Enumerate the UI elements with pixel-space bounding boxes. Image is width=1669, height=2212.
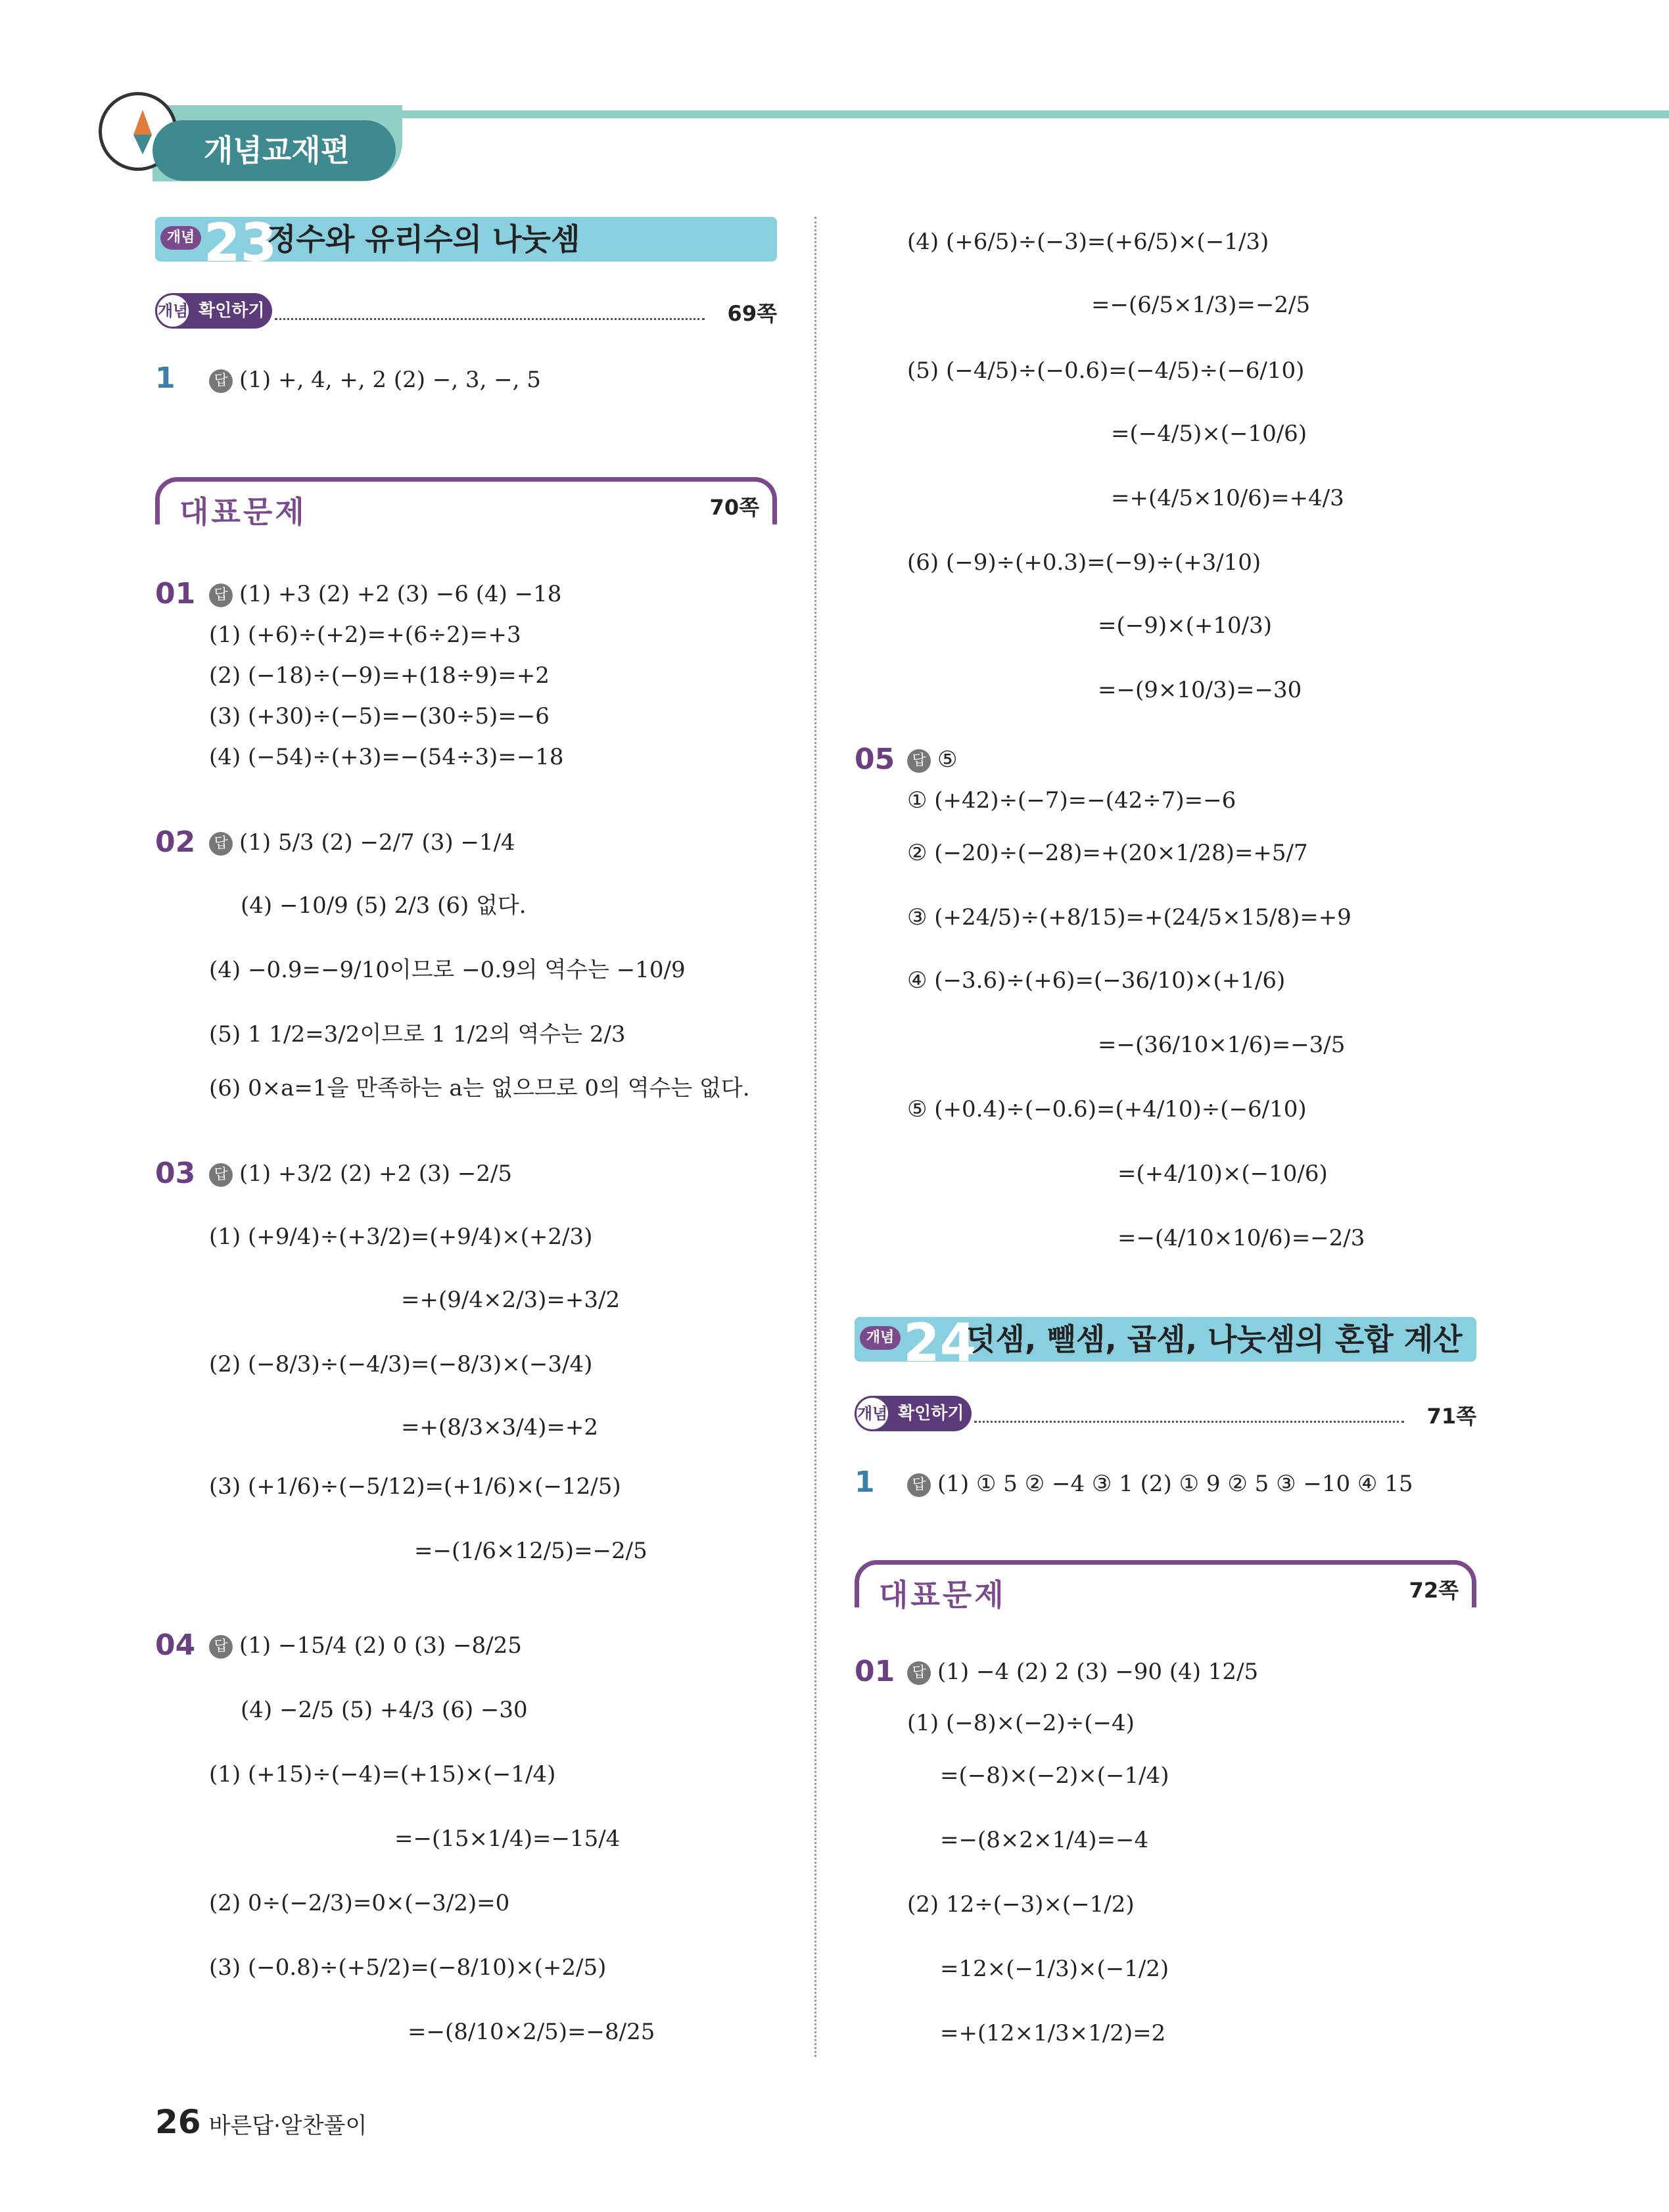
problem-number: 01 — [855, 1655, 895, 1688]
section-tag: 개념 — [160, 226, 201, 250]
solution-line: =+(4/5×10/6)=+4/3 — [1111, 485, 1344, 511]
problem-number: 03 — [155, 1157, 196, 1190]
header-rule — [394, 110, 1669, 118]
answer-line — [907, 1656, 1258, 1688]
solution-line: (2) 0÷(−2/3)=0×(−3/2)=0 — [209, 1890, 510, 1916]
solution-line: =12×(−1/3)×(−1/2) — [940, 1956, 1169, 1982]
answer-mark-icon: 답 — [209, 584, 233, 607]
solution-line: (3) (+30)÷(−5)=−(30÷5)=−6 — [209, 703, 550, 729]
answer-mark-icon: 답 — [209, 1635, 233, 1659]
solution-line: =(−4/5)×(−10/6) — [1111, 421, 1307, 447]
section-number: 24 — [903, 1312, 977, 1373]
answer-text: (1) −15/4 (2) 0 (3) −8/25 — [239, 1632, 522, 1659]
solution-line: =+(9/4×2/3)=+3/2 — [401, 1287, 621, 1313]
solution-line: (6) (−9)÷(+0.3)=(−9)÷(+3/10) — [907, 549, 1261, 576]
check-item-text: (1) +, 4, +, 2 (2) −, 3, −, 5 — [239, 367, 541, 393]
solution-line: =−(36/10×1/6)=−3/5 — [1098, 1032, 1346, 1058]
rep-page: 70쪽 — [709, 495, 759, 520]
solution-line: (5) 1 1/2=3/2이므로 1 1/2의 역수는 2/3 — [209, 1021, 626, 1048]
solution-line: =+(8/3×3/4)=+2 — [401, 1414, 599, 1440]
section-tag: 개념 — [860, 1326, 901, 1350]
column-divider — [814, 217, 816, 2057]
answer-line — [209, 578, 561, 610]
check-page: 69쪽 — [727, 301, 777, 326]
problem-number: 04 — [155, 1628, 196, 1662]
answer-text: (1) 5/3 (2) −2/7 (3) −1/4 — [239, 829, 515, 856]
page-number: 26 — [155, 2103, 201, 2141]
section-number: 23 — [204, 212, 277, 273]
answer-text: ⑤ — [937, 747, 958, 773]
solution-line: (2) (−8/3)÷(−4/3)=(−8/3)×(−3/4) — [209, 1351, 593, 1377]
answer-mark-icon: 답 — [907, 749, 931, 773]
solution-line: (2) 12÷(−3)×(−1/2) — [907, 1891, 1135, 1918]
footer-label: 바른답·알찬풀이 — [208, 2113, 367, 2139]
check-label: 확인하기 — [199, 301, 265, 321]
solution-line: ⑤ (+0.4)÷(−0.6)=(+4/10)÷(−6/10) — [907, 1096, 1307, 1122]
solution-line: (6) 0×a=1을 만족하는 a는 없으므로 0의 역수는 없다. — [209, 1075, 750, 1101]
check-row — [855, 1396, 1476, 1434]
answer-line: (4) −2/5 (5) +4/3 (6) −30 — [241, 1697, 528, 1723]
solution-line: =(−8)×(−2)×(−1/4) — [940, 1763, 1169, 1789]
section-title: 덧셈, 뺄셈, 곱셈, 나눗셈의 혼합 계산 — [966, 1322, 1463, 1357]
solution-line: =+(12×1/3×1/2)=2 — [940, 2020, 1166, 2046]
solution-line: (3) (−0.8)÷(+5/2)=(−8/10)×(+2/5) — [209, 1954, 607, 1981]
rep-page: 72쪽 — [1409, 1578, 1459, 1603]
check-item — [209, 364, 541, 396]
answer-mark-icon: 답 — [209, 1163, 233, 1187]
check-label: 확인하기 — [898, 1404, 964, 1423]
solution-line: ④ (−3.6)÷(+6)=(−36/10)×(+1/6) — [907, 967, 1286, 994]
problem-number: 02 — [155, 825, 196, 859]
solution-line: (5) (−4/5)÷(−0.6)=(−4/5)÷(−6/10) — [907, 357, 1305, 384]
solution-line: =−(1/6×12/5)=−2/5 — [414, 1538, 647, 1564]
chapter-badge: 개념교재편 — [153, 120, 396, 181]
solution-line: (1) (−8)×(−2)÷(−4) — [907, 1710, 1135, 1736]
check-pill — [155, 293, 272, 329]
answer-mark-icon: 답 — [907, 1661, 931, 1685]
solution-line: (1) (+6)÷(+2)=+(6÷2)=+3 — [209, 622, 521, 648]
solution-line: (1) (+15)÷(−4)=(+15)×(−1/4) — [209, 1761, 556, 1787]
answer-line: (4) −10/9 (5) 2/3 (6) 없다. — [241, 892, 527, 919]
problem-number: 01 — [155, 577, 196, 611]
check-item-num: 1 — [855, 1465, 875, 1499]
problem-number: 05 — [855, 743, 895, 776]
answer-mark-icon: 답 — [209, 832, 233, 856]
check-pill — [855, 1396, 972, 1431]
page-footer — [155, 2103, 367, 2141]
check-circle: 개념 — [855, 1396, 890, 1431]
solution-line: (2) (−18)÷(−9)=+(18÷9)=+2 — [209, 662, 550, 689]
check-item — [907, 1468, 1413, 1500]
answer-line — [907, 744, 957, 775]
section-header-24 — [855, 1312, 1476, 1373]
check-item-text: (1) ① 5 ② −4 ③ 1 (2) ① 9 ② 5 ③ −10 ④ 15 — [937, 1471, 1413, 1497]
solution-line: =(−9)×(+10/3) — [1098, 612, 1272, 639]
rep-title: 대표문제 — [879, 1577, 1006, 1613]
solution-line: =−(8/10×2/5)=−8/25 — [408, 2019, 655, 2045]
answer-line — [209, 1158, 512, 1189]
check-row — [155, 293, 777, 331]
solution-line: =−(8×2×1/4)=−4 — [940, 1827, 1149, 1853]
solution-line: =−(15×1/4)=−15/4 — [394, 1826, 621, 1852]
section-title: 정수와 유리수의 나눗셈 — [267, 221, 580, 257]
solution-line: (4) (+6/5)÷(−3)=(+6/5)×(−1/3) — [907, 229, 1269, 255]
solution-line: =(+4/10)×(−10/6) — [1117, 1161, 1328, 1187]
solution-line: ① (+42)÷(−7)=−(42÷7)=−6 — [907, 787, 1236, 814]
check-item-num: 1 — [155, 361, 176, 395]
answer-text: (1) +3 (2) +2 (3) −6 (4) −18 — [239, 581, 562, 607]
solution-line: (4) (−54)÷(+3)=−(54÷3)=−18 — [209, 744, 564, 770]
solution-line: ② (−20)÷(−28)=+(20×1/28)=+5/7 — [907, 840, 1308, 866]
solution-line: ③ (+24/5)÷(+8/15)=+(24/5×15/8)=+9 — [907, 904, 1352, 931]
answer-mark-icon: 답 — [209, 369, 233, 393]
rep-title: 대표문제 — [179, 494, 307, 530]
answer-mark-icon: 답 — [907, 1473, 931, 1497]
solution-line: (1) (+9/4)÷(+3/2)=(+9/4)×(+2/3) — [209, 1224, 593, 1250]
leader-dots — [275, 318, 705, 320]
answer-text: (1) −4 (2) 2 (3) −90 (4) 12/5 — [937, 1659, 1259, 1685]
check-page: 71쪽 — [1426, 1404, 1476, 1429]
rep-problem-frame — [155, 477, 777, 530]
solution-line: (4) −0.9=−9/10이므로 −0.9의 역수는 −10/9 — [209, 957, 686, 983]
section-header-23 — [155, 212, 777, 273]
answer-line — [209, 827, 515, 858]
solution-line: =−(6/5×1/3)=−2/5 — [1091, 292, 1311, 318]
check-circle: 개념 — [155, 293, 191, 329]
rep-problem-frame — [855, 1560, 1476, 1613]
answer-text: (1) +3/2 (2) +2 (3) −2/5 — [239, 1161, 513, 1187]
leader-dots — [974, 1421, 1404, 1423]
solution-line: =−(9×10/3)=−30 — [1098, 677, 1302, 703]
answer-line — [209, 1630, 522, 1661]
solution-line: =−(4/10×10/6)=−2/3 — [1117, 1225, 1365, 1251]
solution-line: (3) (+1/6)÷(−5/12)=(+1/6)×(−12/5) — [209, 1473, 621, 1500]
